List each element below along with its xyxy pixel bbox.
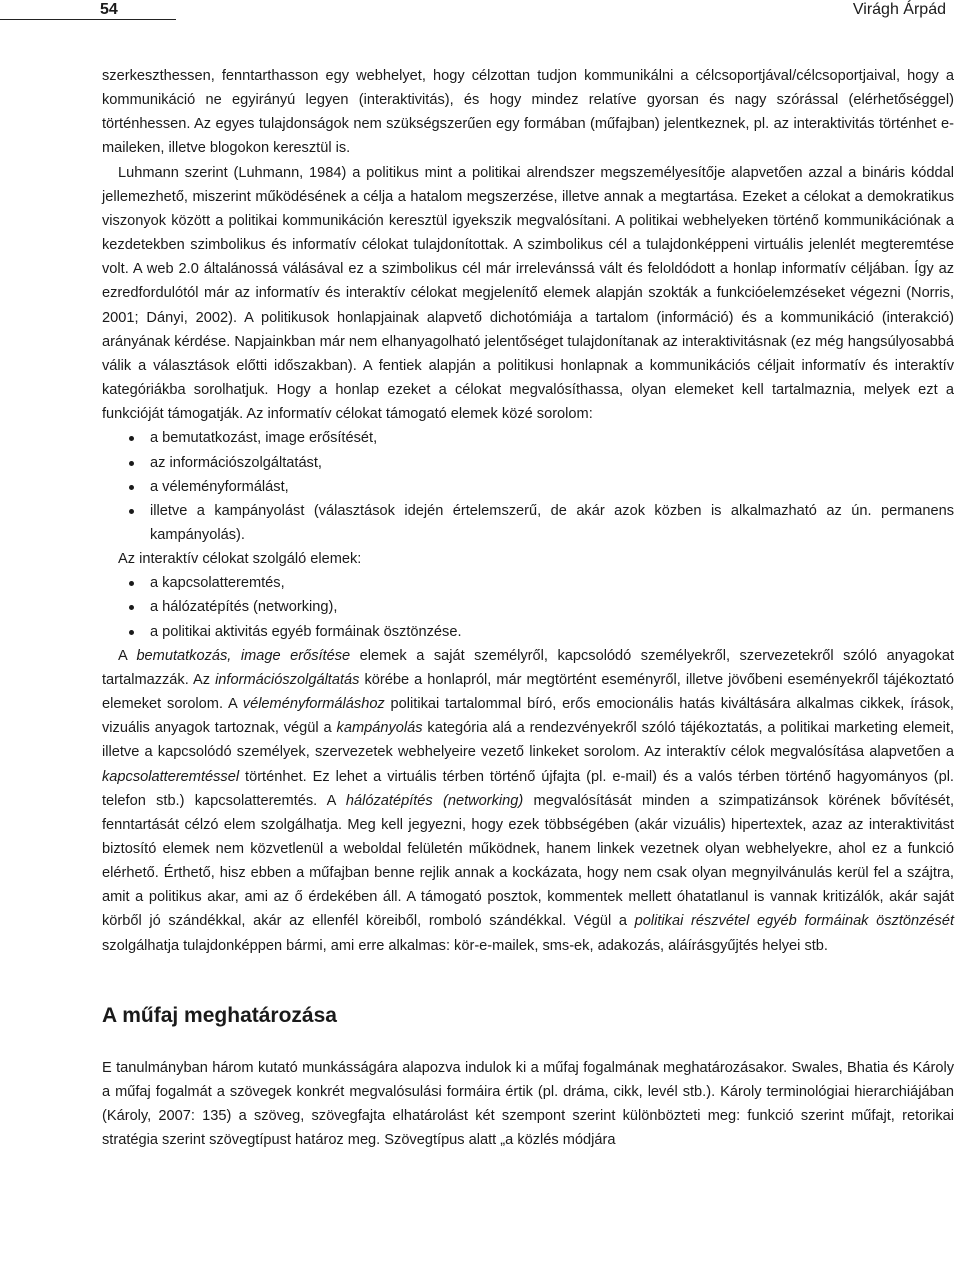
paragraph-luhmann: Luhmann szerint (Luhmann, 1984) a politikus mint a politikai alrendszer megszemélyesítője alapvetően azzal a bináris kóddal jellemezhető, miszerint működésének a célja a hatalom megszerzése, illetve annak a megtartása. Ezeket a célokat a demokratikus viszonyok között a politikai kommunikáción keresztül igyekszik megvalósítani. A politikai webhelyeken történő kommunikációnak a kezdetekben szimbolikus és informatív célokat tulajdonítottak. A szimbolikus cél a tulajdonképpeni virtuális jelenlét megteremtése volt. A web 2.0 általánossá válásával ez a szimbolikus cél már irrelevánssá vált és feloldódott a honlap informatív céljában. Így az ezredfordulótól már az informatív és interaktív célokat megjelenítő elemek alapján szokták a funkcióelemzéseket végezni (Norris, 2001; Dányi, 2002). A politikusok honlapjainak alapvető dichotómiája a tartalom (információ) és a kommunikáció (interakció) arányának kérdése. Napjainkban már nem elhanyagolható jelentőséget tulajdonítanak az interaktivitásnak (ez még hangsúlyosabbá válik a választások előtti időszakban). A fentiek alapján a politikusi honlapnak a kommunikációs céljait informatív és interaktív kategóriákba sorolhatjuk. Hogy a honlap ezeket a célokat megvalósíthassa, olyan elemeket kell tartalmaznia, melyek ezt a funkcióját támogatják. Az informatív célokat támogató elemek közé sorolom: [102, 164, 954, 423]
body-text [102, 64, 954, 1152]
list-item: a véleményformálást, [102, 475, 954, 499]
paragraph-continuation: szerkeszthessen, fenntarthasson egy webhelyet, hogy célzottan tudjon kommunikálni a célcsoportjával/célcsoportjaival, hogy a kommunikáció ne egyirányú legyen (interaktivitás), és hogy mindez relatíve gyorsan és nagy szórással (elérhetőséggel) történhessen. Az egyes tulajdonságok nem szükségszerűen egy formában (műfajban) jelentkeznek, pl. az interaktivitás történhet e-maileken, illetve blogokon keresztül is. [102, 68, 954, 157]
header-rule [0, 19, 176, 20]
bullet-icon [129, 485, 134, 490]
bullet-icon [129, 509, 134, 514]
list-item: az információszolgáltatást, [102, 451, 954, 475]
list-item: illetve a kampányolást (választások idején értelemszerű, de akár azok közben is alkalmazható az ún. permanens kampányolás). [102, 499, 954, 547]
list-item: a hálózatépítés (networking), [102, 595, 954, 619]
bullet-icon [129, 581, 134, 586]
interactive-elements-list [102, 571, 954, 643]
list-item: a politikai aktivitás egyéb formáinak ösztönzése. [102, 620, 954, 644]
running-head-author: Virágh Árpád [852, 1, 946, 18]
bullet-icon [129, 461, 134, 466]
interactive-intro: Az interaktív célokat szolgáló elemek: [118, 551, 362, 568]
list-item: a bemutatkozást, image erősítését, [102, 426, 954, 450]
section-heading: A műfaj meghatározása [102, 1003, 337, 1027]
paragraph-element-descriptions: A bemutatkozás, image erősítése elemek a saját személyről, kapcsolódó személyekről, szervezetekről szóló anyagokat tartalmazzák. Az információszolgáltatás körébe a honlapról, már megtörtént eseményről, illetve jövőbeni eseményekről tájékoztató elemeket sorolom. A véleményformáláshoz politikai tartalommal bíró, erős emocionális hatás kiváltására alkalmas cikkek, írások, vizuális anyagok tartoznak, végül a kampányolás kategória alá a rendezvényekről szóló tájékoztatás, a politikai marketing elemeit, illetve a kapcsolódó személyek, szervezetek webhelyeire vezető linkeket sorolom. Az interaktív célok megvalósítása alapvetően a kapcsolatteremtéssel történhet. Ez lehet a virtuális térben történő újfajta (pl. e-mail) és a valós térben történő hagyományos (pl. telefon stb.) kapcsolatteremtés. A hálózatépítés (networking) megvalósítását minden a szimpatizánsok körének bővítését, fenntartását célzó elem szolgálhatja. Meg kell jegyezni, hogy ezek többségében (akár vizuális) hipertextek, azaz az interaktivitást biztosító elemek nem közvetlenül a weboldal felületén működnek, hanem linkek vezetnek olyan webhelyekre, ahol ez a funkció elérhető. Érthető, hisz ebben a műfajban benne rejlik annak a kockázata, hogy nem csak olyan megnyilvánulás kerül fel a szájtra, amit a politikus akar, ami az ő érdekében áll. A támogató posztok, kommentek mellett óhatatlanul is vannak kritizálók, akár saját körből jó szándékkal, akár az ellenfél köreiből, romboló szándékkal. Végül a politikai részvétel egyéb formáinak ösztönzését szolgálhatja tulajdonképpen bármi, ami erre alkalmas: kör-e-mailek, sms-ek, adakozás, aláírásgyűjtés helyei stb. [102, 647, 955, 954]
informative-elements-list [102, 426, 954, 547]
bullet-icon [129, 630, 134, 635]
bullet-icon [129, 436, 134, 441]
page-number: 54 [100, 1, 118, 18]
paragraph-genre-definition: E tanulmányban három kutató munkásságára alapozva indulok ki a műfaj fogalmának meghatározásakor. Swales, Bhatia és Károly a műfaj fogalmát a szövegek konkrét megvalósulási formáira értik (pl. dráma, cikk, levél stb.). Károly terminológiai hierarchiájában (Károly, 2007: 135) a szöveg, szövegfajta elhatárolást két szempont szerint különbözteti meg: funkció szerint műfajt, retorikai stratégia szerint szövegtípust határoz meg. Szövegtípus alatt „a közlés módjára [102, 1059, 954, 1149]
list-item: a kapcsolatteremtés, [102, 571, 954, 595]
bullet-icon [129, 605, 134, 610]
